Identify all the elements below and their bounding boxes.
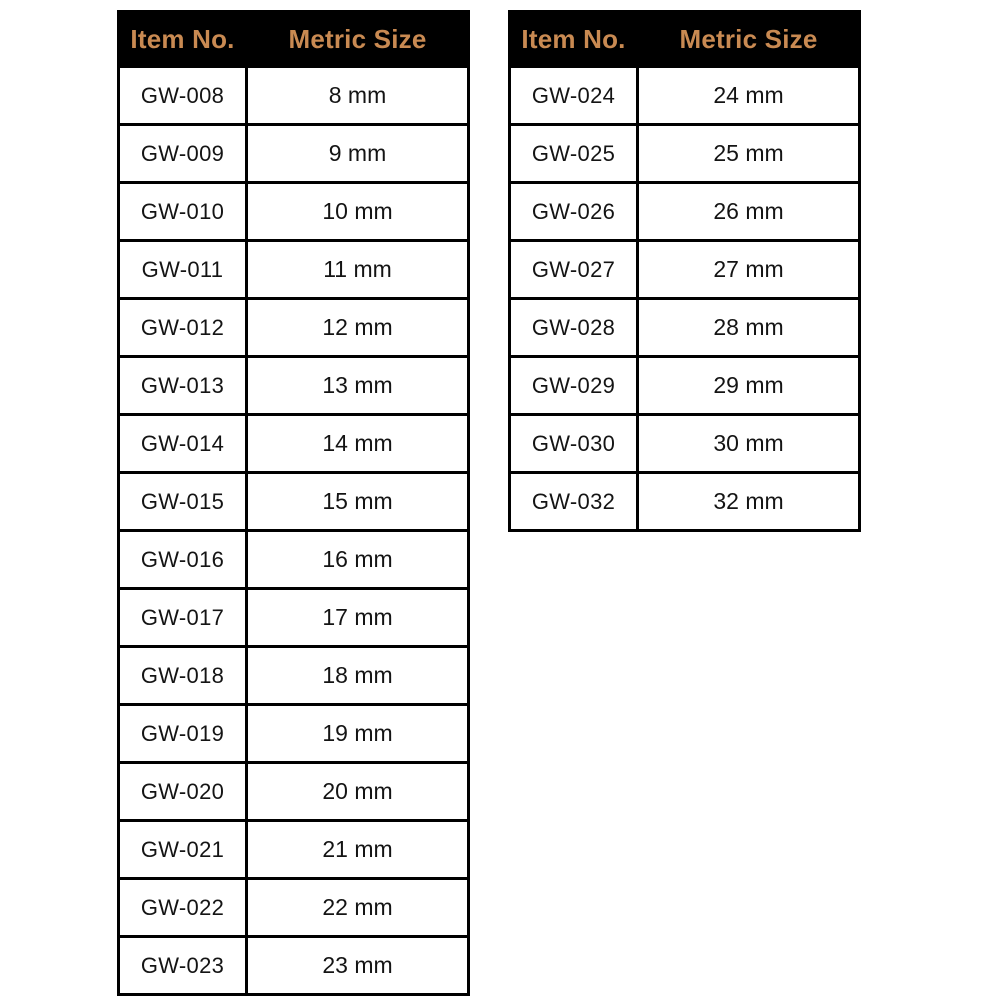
table-row	[119, 299, 469, 357]
cell-item-no: GW-030	[510, 415, 638, 473]
table-row	[119, 415, 469, 473]
column-header-metric-size: Metric Size	[638, 12, 860, 67]
table-row	[510, 67, 860, 125]
cell-item-no: GW-022	[119, 879, 247, 937]
table-row	[510, 357, 860, 415]
cell-item-no: GW-015	[119, 473, 247, 531]
cell-item-no: GW-014	[119, 415, 247, 473]
cell-metric-size: 19 mm	[247, 705, 469, 763]
table-body-right	[510, 67, 860, 531]
cell-metric-size: 23 mm	[247, 937, 469, 995]
item-size-table-right-wrapper	[508, 10, 861, 532]
table-row	[510, 415, 860, 473]
cell-metric-size: 9 mm	[247, 125, 469, 183]
table-row	[510, 241, 860, 299]
cell-item-no: GW-032	[510, 473, 638, 531]
cell-metric-size: 22 mm	[247, 879, 469, 937]
cell-item-no: GW-012	[119, 299, 247, 357]
cell-metric-size: 32 mm	[638, 473, 860, 531]
cell-item-no: GW-024	[510, 67, 638, 125]
cell-item-no: GW-010	[119, 183, 247, 241]
cell-item-no: GW-019	[119, 705, 247, 763]
cell-metric-size: 21 mm	[247, 821, 469, 879]
cell-metric-size: 15 mm	[247, 473, 469, 531]
table-row	[119, 879, 469, 937]
table-row	[119, 763, 469, 821]
table-row	[119, 473, 469, 531]
cell-item-no: GW-018	[119, 647, 247, 705]
cell-metric-size: 8 mm	[247, 67, 469, 125]
table-row	[510, 183, 860, 241]
cell-item-no: GW-021	[119, 821, 247, 879]
table-row	[119, 125, 469, 183]
cell-metric-size: 11 mm	[247, 241, 469, 299]
cell-metric-size: 25 mm	[638, 125, 860, 183]
cell-metric-size: 18 mm	[247, 647, 469, 705]
table-row	[119, 183, 469, 241]
table-row	[119, 821, 469, 879]
cell-metric-size: 12 mm	[247, 299, 469, 357]
table-header-left	[119, 12, 469, 67]
cell-item-no: GW-028	[510, 299, 638, 357]
table-row	[510, 125, 860, 183]
cell-item-no: GW-025	[510, 125, 638, 183]
cell-metric-size: 29 mm	[638, 357, 860, 415]
cell-metric-size: 20 mm	[247, 763, 469, 821]
item-size-table-left-wrapper	[117, 10, 470, 996]
cell-metric-size: 16 mm	[247, 531, 469, 589]
table-row	[510, 299, 860, 357]
cell-item-no: GW-027	[510, 241, 638, 299]
table-row	[119, 241, 469, 299]
table-row	[119, 531, 469, 589]
table-header-row	[510, 12, 860, 67]
cell-item-no: GW-020	[119, 763, 247, 821]
item-size-table-right	[508, 10, 861, 532]
cell-item-no: GW-017	[119, 589, 247, 647]
cell-metric-size: 17 mm	[247, 589, 469, 647]
column-header-metric-size: Metric Size	[247, 12, 469, 67]
column-header-item-no: Item No.	[510, 12, 638, 67]
column-header-item-no: Item No.	[119, 12, 247, 67]
table-row	[119, 647, 469, 705]
table-row	[119, 67, 469, 125]
cell-item-no: GW-008	[119, 67, 247, 125]
cell-metric-size: 26 mm	[638, 183, 860, 241]
table-body-left	[119, 67, 469, 995]
cell-item-no: GW-009	[119, 125, 247, 183]
cell-metric-size: 10 mm	[247, 183, 469, 241]
cell-metric-size: 28 mm	[638, 299, 860, 357]
table-row	[119, 589, 469, 647]
cell-item-no: GW-016	[119, 531, 247, 589]
item-size-table-left	[117, 10, 470, 996]
table-row	[510, 473, 860, 531]
cell-item-no: GW-013	[119, 357, 247, 415]
table-header-row	[119, 12, 469, 67]
cell-item-no: GW-029	[510, 357, 638, 415]
table-header-right	[510, 12, 860, 67]
cell-item-no: GW-011	[119, 241, 247, 299]
cell-metric-size: 13 mm	[247, 357, 469, 415]
cell-metric-size: 24 mm	[638, 67, 860, 125]
cell-metric-size: 30 mm	[638, 415, 860, 473]
table-row	[119, 937, 469, 995]
table-row	[119, 357, 469, 415]
cell-metric-size: 27 mm	[638, 241, 860, 299]
cell-metric-size: 14 mm	[247, 415, 469, 473]
table-row	[119, 705, 469, 763]
cell-item-no: GW-026	[510, 183, 638, 241]
cell-item-no: GW-023	[119, 937, 247, 995]
